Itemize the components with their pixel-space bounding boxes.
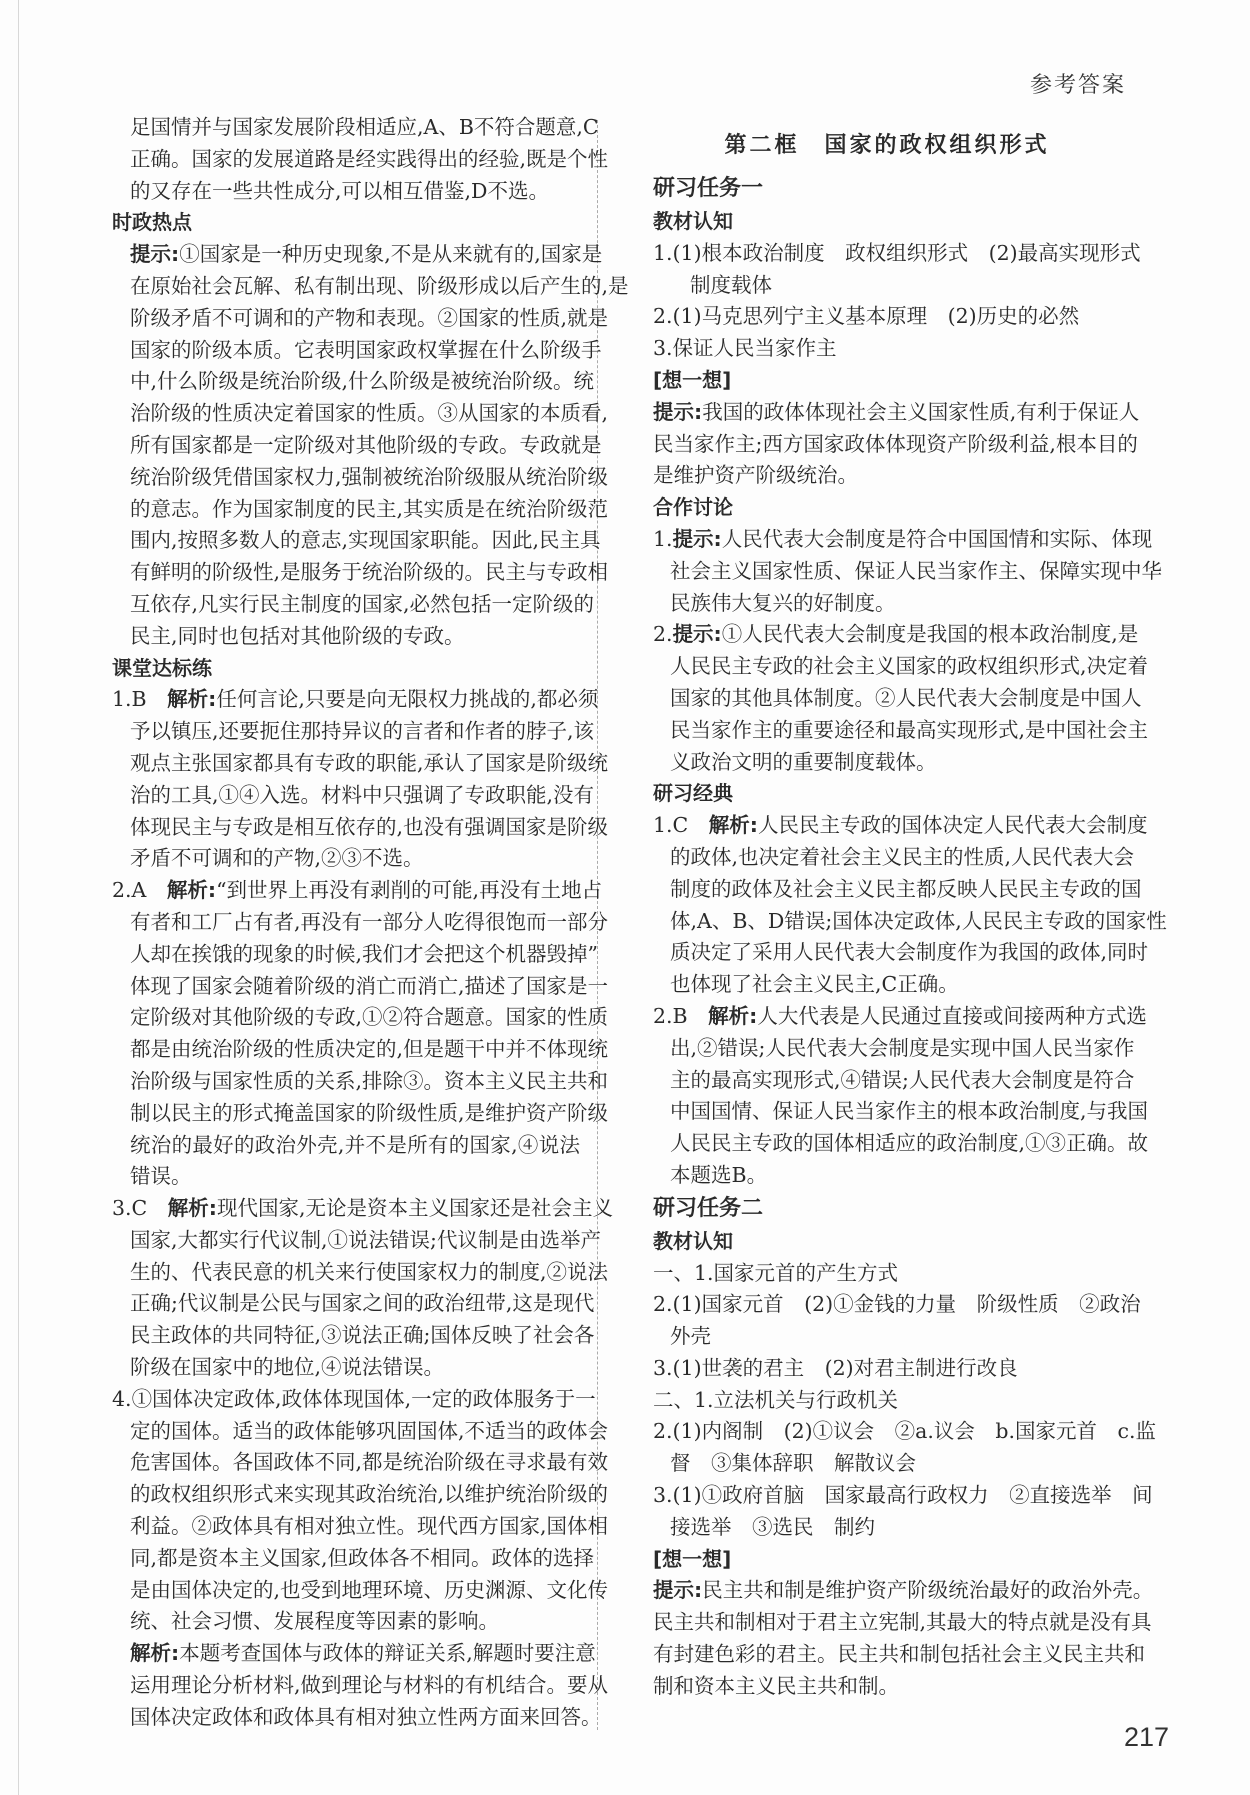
- text-line: 3.保证人民当家作主: [653, 336, 837, 361]
- section-heading: 教材认知: [653, 1228, 733, 1253]
- text-line: [112, 875, 603, 907]
- text-line: 所有国家都是一定阶级对其他阶级的专政。专政就是: [130, 432, 602, 457]
- section-title: 第二框 国家的政权组织形式: [724, 133, 1050, 158]
- text-line: 有封建色彩的君主。民主共和制包括社会主义民主共和: [653, 1642, 1145, 1667]
- text-line: 国家的阶级本质。它表明国家政权掌握在什么阶级手: [130, 337, 602, 362]
- text-line: 正确;代议制是公民与国家之间的政治纽带,这是现代: [130, 1291, 595, 1316]
- answer-label: 提示:: [653, 399, 703, 424]
- text-line: 制以民主的形式掩盖国家的阶级性质,是维护资产阶级: [130, 1100, 609, 1125]
- text-line: 1.(1)根本政治制度 政权组织形式 (2)最高实现形式: [653, 240, 1141, 265]
- text-line: [653, 524, 1153, 556]
- text-line: 国家的其他具体制度。②人民代表大会制度是中国人: [670, 685, 1142, 710]
- text-line: 统治阶级凭借国家权力,强制被统治阶级服从统治阶级: [130, 464, 609, 489]
- text-line: 主的最高实现形式,④错误;人民代表大会制度是符合: [670, 1067, 1135, 1092]
- line-text: 民主共和制是维护资产阶级统治最好的政治外壳。: [702, 1578, 1154, 1603]
- running-head: 参考答案: [1030, 73, 1127, 98]
- text-line: 3.(1)世袭的君主 (2)对君主制进行改良: [653, 1355, 1018, 1380]
- text-line: 国体决定政体和政体具有相对独立性两方面来回答。: [130, 1704, 602, 1729]
- text-line: 阶级在国家中的地位,④说法错误。: [130, 1355, 445, 1380]
- text-line: [112, 684, 599, 716]
- answer-number: 1.B: [112, 687, 168, 712]
- text-line: 足国情并与国家发展阶段相适应,A、B不符合题意,C: [130, 115, 599, 139]
- text-line: 利益。②政体具有相对独立性。现代西方国家,国体相: [130, 1514, 609, 1539]
- answer-number: 2.: [653, 622, 673, 647]
- answer-block: [653, 1353, 1121, 1385]
- text-line: 出,②错误;人民代表大会制度是实现中国人民当家作: [670, 1035, 1135, 1060]
- text-line: 予以镇压,还要扼住那持异议的言者和作者的脖子,该: [130, 719, 595, 744]
- text-line: 互依存,凡实行民主制度的国家,必然包括一定阶级的: [130, 591, 595, 616]
- line-text: 现代国家,无论是资本主义国家还是社会主义: [216, 1196, 613, 1221]
- left-column: [112, 112, 629, 1734]
- text-line: 的又存在一些共性成分,可以相互借鉴,D不选。: [130, 178, 549, 203]
- answer-number: 4.: [112, 1386, 132, 1411]
- text-line: 定阶级对其他阶级的专政,①②符合题意。国家的性质: [130, 1005, 609, 1030]
- answer-block: [653, 619, 1149, 778]
- text-line: 错误。: [130, 1164, 192, 1189]
- answer-block: [112, 1384, 609, 1638]
- text-line: 人民民主专政的国体相适应的政治制度,①③正确。故: [670, 1131, 1149, 1156]
- text-line: 本题选B。: [670, 1162, 768, 1187]
- text-line: 民当家作主的重要途径和最高实现形式,是中国社会主: [670, 717, 1149, 742]
- answer-block: [112, 684, 609, 875]
- text-line: 质决定了采用人民代表大会制度作为我国的政体,同时: [670, 940, 1149, 965]
- line-text: 我国的政体体现社会主义国家性质,有利于保证人: [702, 399, 1140, 424]
- answer-label: 解析:: [708, 813, 758, 838]
- text-line: [112, 239, 603, 271]
- text-line: [653, 810, 1148, 842]
- scan-edge: [18, 0, 19, 1795]
- text-line: [653, 619, 1139, 651]
- answer-number: 3.C: [112, 1196, 168, 1221]
- answer-label: 解析:: [130, 1641, 180, 1666]
- text-line: 同,都是资本主义国家,但政体各不相同。政体的选择: [130, 1545, 595, 1570]
- section-heading: 教材认知: [653, 209, 733, 233]
- answer-block: [653, 1258, 1121, 1290]
- text-line: 阶级矛盾不可调和的产物和表现。②国家的性质,就是: [130, 305, 609, 330]
- text-line: 是由国体决定的,也受到地理环境、历史渊源、文化传: [130, 1577, 609, 1602]
- section-heading: [想一想]: [653, 367, 732, 392]
- answer-block: [653, 1001, 1149, 1192]
- answer-label: 解析:: [166, 878, 217, 903]
- answer-label: 提示:: [653, 1578, 703, 1603]
- answer-block: [653, 1416, 1157, 1480]
- line-text: ①国体决定政体,政体体现国体,一定的政体服务于一: [131, 1386, 596, 1411]
- text-line: [112, 1384, 596, 1416]
- answer-block: [653, 1575, 1154, 1702]
- answer-block: [653, 238, 1141, 302]
- answer-block: [112, 1193, 613, 1384]
- answer-block: [653, 301, 1121, 333]
- answer-label: 提示:: [130, 242, 180, 267]
- line-text: 人大代表是人民通过直接或间接两种方式选: [757, 1003, 1147, 1028]
- text-line: 的政权组织形式来实现其政治统治,以维护统治阶级的: [130, 1482, 609, 1507]
- answer-block: [653, 397, 1140, 492]
- text-line: 也体现了社会主义民主,C正确。: [670, 972, 959, 997]
- answer-number: 2.A: [112, 878, 167, 903]
- answer-block: [112, 239, 629, 652]
- text-line: 民当家作主;西方国家政体体现资产阶级利益,根本目的: [653, 431, 1138, 456]
- text-line: 治阶级的性质决定着国家的性质。③从国家的本质看,: [130, 401, 609, 426]
- text-line: 外壳: [670, 1324, 711, 1349]
- answer-block: [653, 333, 1121, 365]
- text-line: 制度载体: [690, 272, 772, 297]
- text-line: 的政体,也决定着社会主义民主的性质,人民代表大会: [670, 844, 1135, 869]
- answer-block: [112, 875, 609, 1193]
- text-line: 的意志。作为国家制度的民主,其实质是在统治阶级范: [130, 496, 609, 521]
- text-line: 中国国情、保证人民当家作主的根本政治制度,与我国: [670, 1099, 1149, 1124]
- text-line: 义政治文明的重要制度载体。: [670, 749, 937, 774]
- text-line: 有者和工厂占有者,再没有一部分人吃得很饱而一部分: [130, 909, 609, 934]
- text-line: [112, 1193, 613, 1225]
- text-line: 接选举 ③选民 制约: [670, 1514, 875, 1539]
- line-text: 本题考查国体与政体的辩证关系,解题时要注意: [179, 1641, 596, 1666]
- text-line: 国家,大都实行代议制,①说法错误;代议制是由选举产: [130, 1227, 601, 1252]
- text-line: 制度的政体及社会主义民主都反映人民民主专政的国: [670, 876, 1142, 901]
- answer-block: [653, 524, 1162, 619]
- text-line: 矛盾不可调和的产物,②③不选。: [130, 846, 424, 871]
- section-heading: 研习任务二: [653, 1195, 764, 1221]
- text-line: 有鲜明的阶级性,是服务于统治阶级的。民主与专政相: [130, 560, 609, 585]
- answer-label: 解析:: [167, 687, 217, 712]
- line-text: ①人民代表大会制度是我国的根本政治制度,是: [721, 622, 1139, 647]
- text-line: 中,什么阶级是统治阶级,什么阶级是被统治阶级。统: [130, 369, 595, 394]
- text-line: [653, 1575, 1154, 1607]
- text-line: 运用理论分析材料,做到理论与材料的有机结合。要从: [130, 1673, 609, 1698]
- section-heading: 研习经典: [653, 781, 733, 806]
- text-line: [653, 397, 1140, 429]
- text-line: 体现了国家会随着阶级的消亡而消亡,描述了国家是一: [130, 973, 609, 998]
- text-line: 正确。国家的发展道路是经实践得出的经验,既是个性: [130, 146, 609, 171]
- section-heading: 时政热点: [112, 210, 192, 235]
- text-line: 定的国体。适当的政体能够巩固国体,不适当的政体会: [130, 1418, 609, 1443]
- section-heading: 研习任务一: [653, 176, 764, 201]
- text-line: 民主政体的共同特征,③说法正确;国体反映了社会各: [130, 1323, 595, 1348]
- right-column: [653, 172, 1167, 1703]
- answer-block: [653, 1385, 1121, 1417]
- text-line: 社会主义国家性质、保证人民当家作主、保障实现中华: [670, 558, 1162, 583]
- text-line: 是维护资产阶级统治。: [653, 463, 858, 488]
- text-line: 观点主张国家都具有专政的职能,承认了国家是阶级统: [130, 750, 609, 775]
- line-text: “到世界上再没有剥削的可能,再没有土地占: [216, 878, 603, 903]
- text-line: [112, 1638, 596, 1670]
- answer-block: [112, 112, 609, 207]
- text-line: 统、社会习惯、发展程度等因素的影响。: [130, 1609, 499, 1634]
- answer-label: 提示:: [672, 622, 722, 647]
- text-line: 治阶级与国家性质的关系,排除③。资本主义民主共和: [130, 1068, 609, 1093]
- section-heading: 合作讨论: [653, 495, 733, 520]
- text-line: 一、1.国家元首的产生方式: [653, 1260, 899, 1285]
- answer-label: 解析:: [167, 1196, 217, 1221]
- answer-number: 1.: [653, 526, 673, 551]
- text-line: 体,A、B、D错误;国体决定政体,人民民主专政的国家性: [670, 908, 1167, 933]
- line-text: 任何言论,只要是向无限权力挑战的,都必须: [216, 687, 599, 712]
- page-number: 217: [1124, 1722, 1170, 1752]
- answer-label: 解析:: [708, 1003, 758, 1028]
- text-line: 在原始社会瓦解、私有制出现、阶级形成以后产生的,是: [130, 273, 629, 298]
- text-line: 统治的最好的政治外壳,并不是所有的国家,④说法: [130, 1132, 580, 1157]
- text-line: 都是由统治阶级的性质决定的,但是题干中并不体现统: [130, 1037, 609, 1062]
- text-line: 二、1.立法机关与行政机关: [653, 1387, 899, 1412]
- text-line: 体现民主与专政是相互依存的,也没有强调国家是阶级: [130, 814, 609, 839]
- text-line: 民主共和制相对于君主立宪制,其最大的特点就是没有具: [653, 1610, 1152, 1635]
- line-text: 人民代表大会制度是符合中国国情和实际、体现: [721, 526, 1153, 551]
- text-line: 2.(1)内阁制 (2)①议会 ②a.议会 b.国家元首 c.监: [653, 1419, 1157, 1444]
- answer-label: 提示:: [672, 526, 722, 551]
- answer-block: [653, 1289, 1141, 1353]
- text-line: 2.(1)马克思列宁主义基本原理 (2)历史的必然: [653, 304, 1080, 329]
- section-heading: 课堂达标练: [112, 655, 212, 680]
- answer-block: [653, 1480, 1153, 1544]
- answer-number: 1.C: [653, 813, 709, 838]
- line-text: 人民民主专政的国体决定人民代表大会制度: [757, 813, 1148, 838]
- section-heading: [想一想]: [653, 1546, 732, 1571]
- text-line: 危害国体。各国政体不同,都是统治阶级在寻求最有效: [130, 1450, 609, 1475]
- text-line: 生的、代表民意的机关来行使国家权力的制度,②说法: [130, 1259, 609, 1284]
- text-line: 民主,同时也包括对其他阶级的专政。: [130, 623, 465, 648]
- answer-block: [112, 1638, 609, 1733]
- answer-block: [653, 810, 1167, 1001]
- text-line: 围内,按照多数人的意志,实现国家职能。因此,民主具: [130, 528, 601, 553]
- answer-number: 2.B: [653, 1003, 709, 1028]
- text-line: 民族伟大复兴的好制度。: [670, 590, 896, 615]
- text-line: 2.(1)国家元首 (2)①金钱的力量 阶级性质 ②政治: [653, 1292, 1141, 1317]
- text-line: [653, 1001, 1147, 1033]
- line-text: ①国家是一种历史现象,不是从来就有的,国家是: [179, 242, 603, 267]
- text-line: 人民民主专政的社会主义国家的政权组织形式,决定着: [670, 654, 1149, 679]
- text-line: 治的工具,①④入选。材料中只强调了专政职能,没有: [130, 782, 595, 807]
- text-line: 人却在挨饿的现象的时候,我们才会把这个机器毁掉”: [130, 941, 598, 966]
- text-line: 督 ③集体辞职 解散议会: [670, 1451, 916, 1476]
- text-line: 3.(1)①政府首脑 国家最高行政权力 ②直接选举 间: [653, 1483, 1153, 1508]
- text-line: 制和资本主义民主共和制。: [653, 1673, 899, 1698]
